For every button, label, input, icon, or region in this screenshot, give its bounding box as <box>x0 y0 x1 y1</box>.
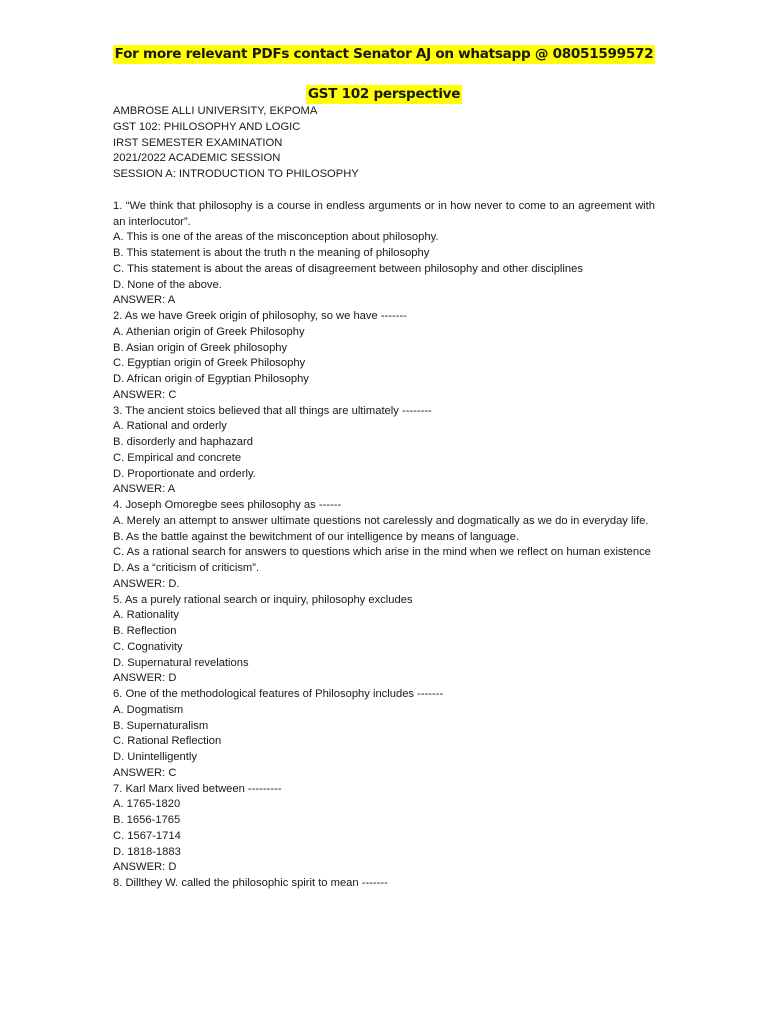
option-item: B. As the battle against the bewitchment of our intelligence by means of language. <box>113 530 520 543</box>
option-item: D. Proportionate and orderly. <box>113 467 256 480</box>
option-item: C. As a rational search for answers to questions which arise in the mind when we reflect on human existence <box>113 546 651 559</box>
option-item: A. Merely an attempt to answer ultimate questions not carelessly and dogmatically as we do in everyday life. <box>113 514 649 527</box>
question-item <box>113 404 655 499</box>
question-text: 7. Karl Marx lived between --------- <box>113 782 282 795</box>
answer-line: ANSWER: D <box>113 861 177 874</box>
question-item <box>113 687 655 782</box>
course-name: GST 102: PHILOSOPHY AND LOGIC <box>113 120 301 133</box>
spacer <box>113 183 655 199</box>
option-item: B. 1656-1765 <box>113 814 181 826</box>
answer-line: ANSWER: C <box>113 388 177 401</box>
course-title: GST 102 perspective <box>307 86 461 102</box>
answer-line: ANSWER: A <box>113 294 176 307</box>
academic-session: 2021/2022 ACADEMIC SESSION <box>113 152 281 165</box>
answer-line: ANSWER: C <box>113 766 177 779</box>
question-item <box>113 199 655 309</box>
answer-line: ANSWER: D. <box>113 577 180 590</box>
option-item: B. disorderly and haphazard <box>113 436 253 448</box>
question-text: 8. Dillthey W. called the philosophic spirit to mean ------- <box>113 877 388 889</box>
option-item: D. African origin of Egyptian Philosophy <box>113 373 309 385</box>
question-item <box>113 498 655 593</box>
question-item <box>113 593 655 688</box>
answer-line: ANSWER: A <box>113 483 176 496</box>
option-item: D. Supernatural revelations <box>113 656 249 669</box>
option-item: D. None of the above. <box>113 278 222 291</box>
question-text: 3. The ancient stoics believed that all things are ultimately -------- <box>113 404 432 417</box>
question-text: 4. Joseph Omoregbe sees philosophy as ------ <box>113 499 342 511</box>
promo-text: For more relevant PDFs contact Senator AJ on whatsapp @ 08051599572 <box>114 46 654 62</box>
session-title: SESSION A: INTRODUCTION TO PHILOSOPHY <box>113 168 359 180</box>
question-item <box>113 782 655 877</box>
semester-label: IRST SEMESTER EXAMINATION <box>113 136 283 149</box>
option-item: A. Athenian origin of Greek Philosophy <box>113 325 305 338</box>
option-item: C. Empirical and concrete <box>113 451 242 464</box>
option-item: B. Supernaturalism <box>113 719 209 732</box>
option-item: C. Rational Reflection <box>113 735 222 748</box>
university-name: AMBROSE ALLI UNIVERSITY, EKPOMA <box>113 105 318 117</box>
course-title-banner <box>0 86 768 102</box>
option-item: B. This statement is about the truth n the meaning of philosophy <box>113 247 430 259</box>
option-item: C. Egyptian origin of Greek Philosophy <box>113 357 306 370</box>
exam-body <box>113 104 655 892</box>
option-item: D. 1818-1883 <box>113 845 181 858</box>
option-item: A. Rationality <box>113 609 179 622</box>
option-item: C. Cognativity <box>113 640 183 653</box>
question-text: 6. One of the methodological features of Philosophy includes ------- <box>113 688 444 700</box>
option-item: B. Reflection <box>113 625 177 637</box>
option-item: A. Dogmatism <box>113 703 184 716</box>
question-item <box>113 309 655 404</box>
exam-info-block <box>113 104 655 183</box>
option-item: C. 1567-1714 <box>113 829 181 842</box>
option-item: A. This is one of the areas of the misconception about philosophy. <box>113 231 439 244</box>
question-text: 2. As we have Greek origin of philosophy, so we have ------- <box>113 310 407 322</box>
option-item: D. Unintelligently <box>113 751 197 763</box>
question-text: 5. As a purely rational search or inquiry, philosophy excludes <box>113 593 413 606</box>
question-item <box>113 876 655 892</box>
answer-line: ANSWER: D <box>113 672 177 685</box>
option-item: B. Asian origin of Greek philosophy <box>113 341 288 354</box>
question-text: 1. “We think that philosophy is a course in endless arguments or in how never to come to an agreement with an interlocutor”. <box>113 199 655 228</box>
option-item: A. 1765-1820 <box>113 798 181 811</box>
option-item: A. Rational and orderly <box>113 420 227 433</box>
option-item: C. This statement is about the areas of disagreement between philosophy and other disciplines <box>113 262 583 275</box>
promo-banner <box>0 46 768 62</box>
option-item: D. As a “criticism of criticism”. <box>113 562 260 574</box>
